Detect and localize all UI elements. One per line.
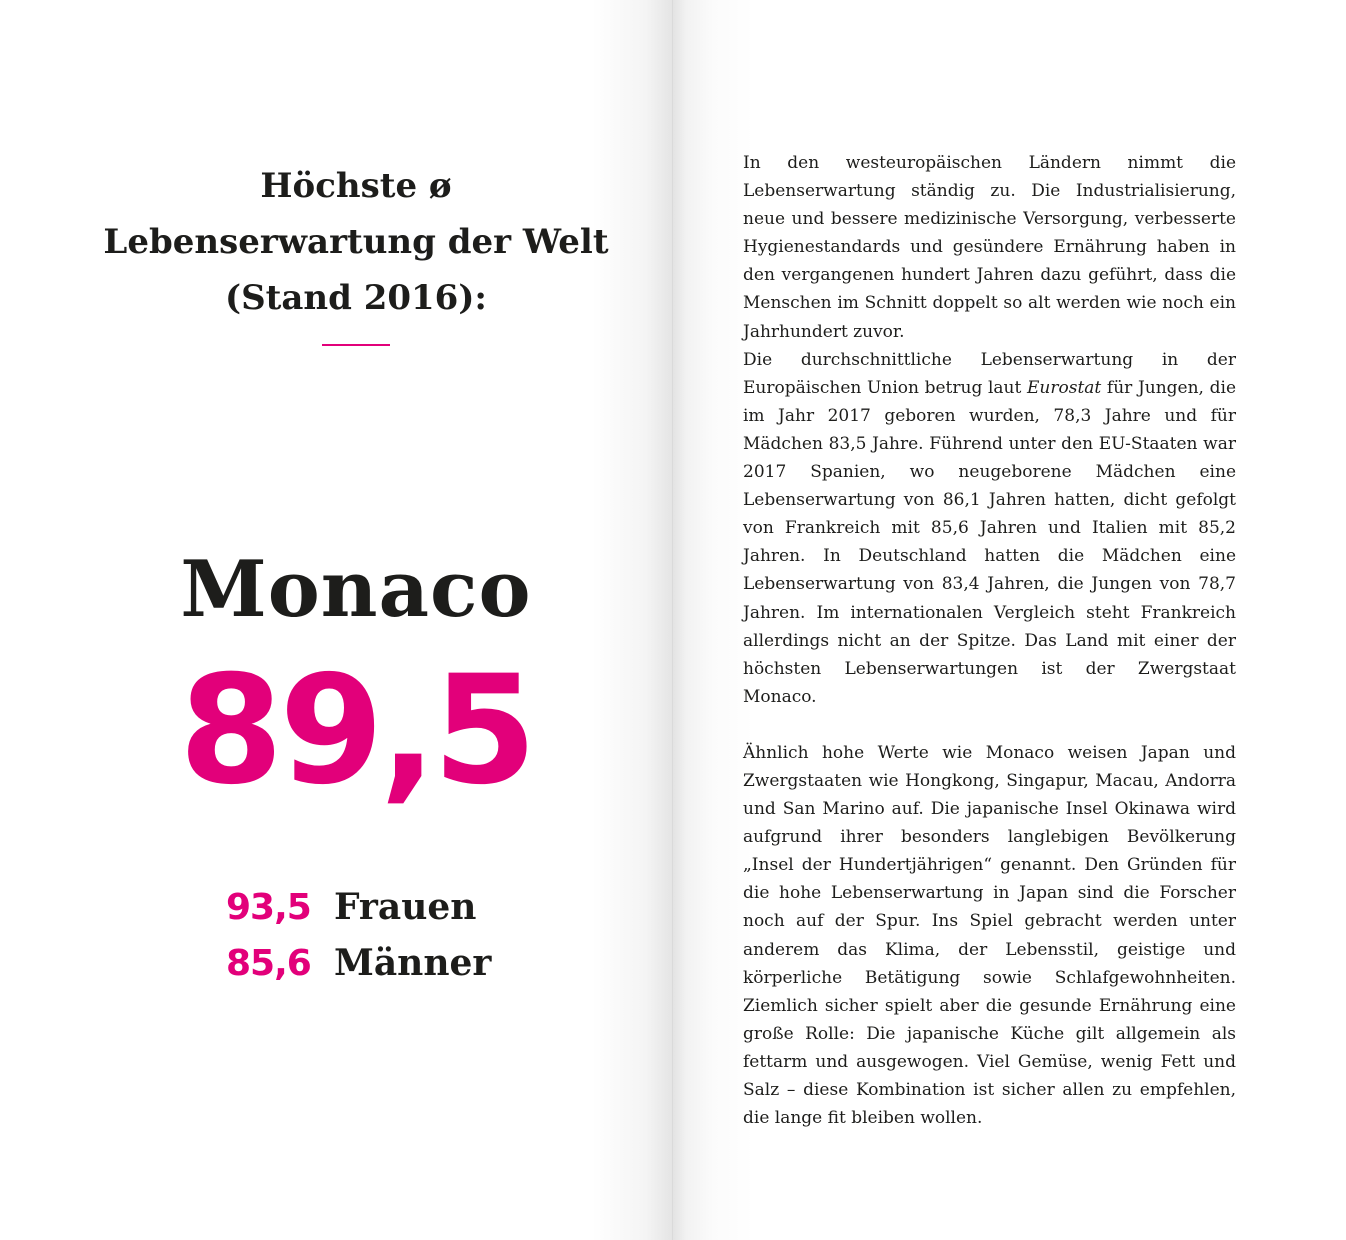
- women-label: Frauen: [334, 886, 477, 928]
- paragraph-1: In den westeuropäischen Ländern nimmt die Lebenserwartung ständig zu. Die Industrialisierung, neue und bessere medizinische Versorgung, verbesserte Hygienestandards und gesündere Ernährung haben in den vergangenen hundert Jahren dazu geführt, dass die Menschen im Schnitt doppelt so alt werden wie noch ein Jahrhundert zuvor.: [743, 153, 1236, 342]
- women-value: 93,5: [226, 887, 311, 928]
- source-eurostat: Eurostat: [1027, 377, 1102, 398]
- country-name: Monaco: [180, 544, 532, 635]
- gender-stats: [226, 886, 546, 998]
- headline: Höchste ø Lebenserwartung der Welt (Stand 2016):: [103, 166, 609, 318]
- paragraph-2-start: Die durchschnittliche Lebenserwartung in der Europäischen Union betrug laut: [743, 349, 1236, 398]
- paragraph-2-rest: für Jungen, die im Jahr 2017 geboren wurden, 78,3 Jahre und für Mädchen 83,5 Jahre. Führend unter den EU-Staaten war 2017 Spanien, wo neugeborene Mädchen eine Lebenserwartung von 86,1 Jahren hatten, dicht gefolgt von Frankreich mit 85,6 Jahren und Italien mit 85,2 Jahren. In Deutschland hatten die Mädchen eine Lebenserwartung von 83,4 Jahren, die Jungen von 78,7 Jahren. Im internationalen Vergleich steht Frankreich allerdings nicht an der Spitze. Das Land mit einer der höchsten Lebenserwartungen ist der Zwergstaat Monaco.: [743, 377, 1237, 707]
- paragraph-3: Ähnlich hohe Werte wie Monaco weisen Japan und Zwergstaaten wie Hongkong, Singapur, Macau, Andorra und San Marino auf. Die japanische Insel Okinawa wird aufgrund ihrer besonders langlebigen Bevölkerung „Insel der Hundertjährigen“ genannt. Den Gründen für die hohe Lebenserwartung in Japan sind die Forscher noch auf der Spur. Ins Spiel gebracht werden unter anderem das Klima, der Lebensstil, geistige und körperliche Betätigung sowie Schlafgewohnheiten. Ziemlich sicher spielt aber die gesunde Ernährung eine große Rolle: Die japanische Küche gilt allgemein als fettarm und ausgewogen. Viel Gemüse, wenig Fett und Salz – diese Kombination ist sicher allen zu empfehlen, die lange fit bleiben wollen.: [743, 742, 1236, 1129]
- headline-divider: [322, 344, 390, 346]
- paragraph-2: [743, 346, 1236, 711]
- overall-life-expectancy: 89,5: [178, 644, 534, 818]
- men-label: Männer: [334, 942, 492, 984]
- men-value: 85,6: [226, 943, 311, 984]
- stat-row-men: [226, 942, 546, 998]
- body-text: [743, 149, 1236, 1132]
- stat-row-women: [226, 886, 546, 942]
